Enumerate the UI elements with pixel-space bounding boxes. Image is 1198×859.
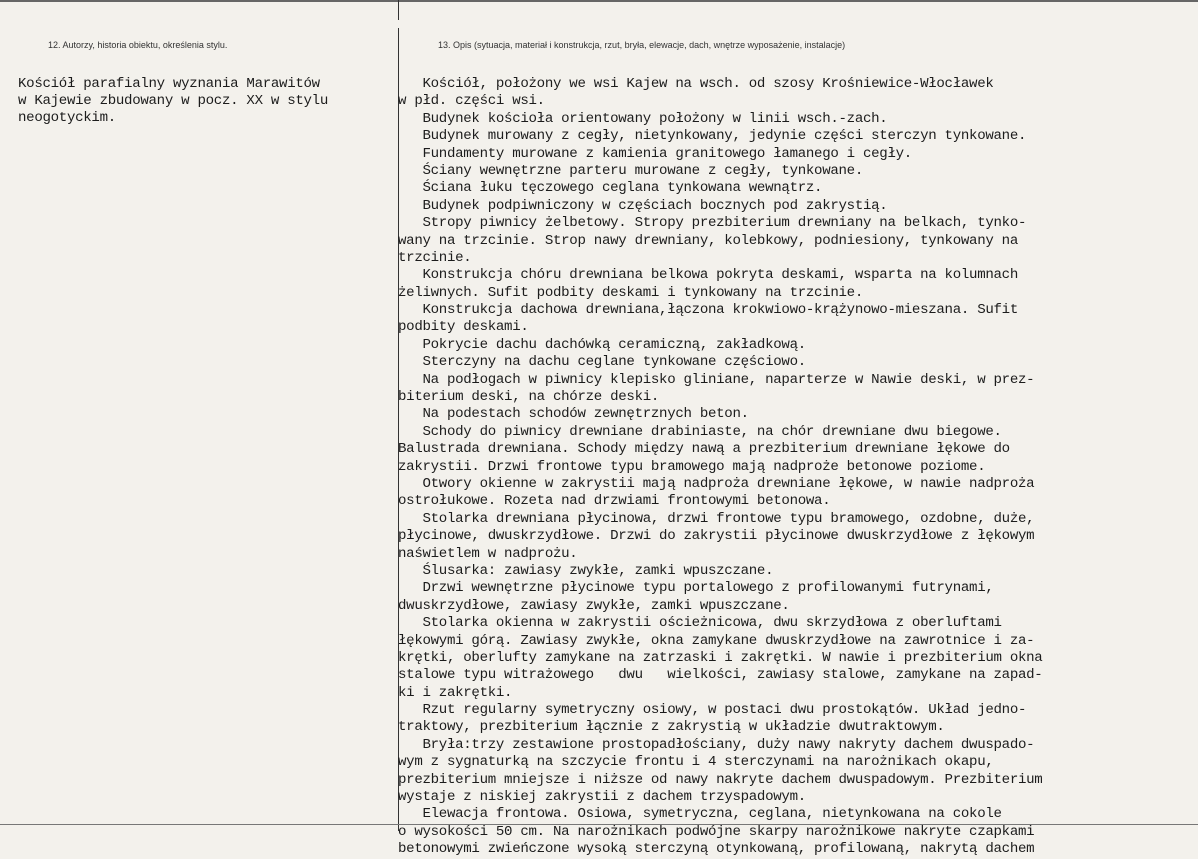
- description-line: Na podłogach w piwnicy klepisko gliniane, naparterze w Nawie deski, w prez-: [398, 371, 1035, 388]
- description-line: Konstrukcja chóru drewniana belkowa pokryta deskami, wsparta na kolumnach: [398, 267, 1018, 284]
- description-line: łękowymi górą. Zawiasy zwykłe, okna zamykane dwuskrzydłowe na zawrotnice i za-: [398, 632, 1035, 649]
- history-text: Kościół parafialny wyznania Marawitów w Kajewie zbudowany w pocz. XX w stylu neogotyckim.: [18, 76, 328, 127]
- description-text: [398, 76, 1198, 859]
- description-line: trzcinie.: [398, 249, 472, 266]
- section-13-header: 13. Opis (sytuacja, materiał i konstrukcja, rzut, bryła, elewacje, dach, wnętrze wyposażenie, instalacje): [438, 40, 846, 50]
- description-line: w płd. części wsi.: [398, 93, 545, 110]
- description-line: Budynek kościoła orientowany położony w linii wsch.-zach.: [398, 110, 888, 127]
- top-border: [0, 0, 1198, 2]
- description-line: Ściany wewnętrzne parteru murowane z cegły, tynkowane.: [398, 162, 863, 179]
- description-line: Fundamenty murowane z kamienia granitowego łamanego i cegły.: [398, 145, 912, 162]
- description-line: Stropy piwnicy żelbetowy. Stropy prezbiterium drewniany na belkach, tynko-: [398, 215, 1027, 232]
- description-line: wym z sygnaturką na szczycie frontu i 4 sterczynami na narożnikach okapu,: [398, 754, 994, 771]
- description-line: podbity deskami.: [398, 319, 529, 336]
- description-line: Stolarka drewniana płycinowa, drzwi frontowe typu bramowego, ozdobne, duże,: [398, 510, 1035, 527]
- description-line: ostrołukowe. Rozeta nad drzwiami frontowymi betonowa.: [398, 493, 831, 510]
- description-line: Ściana łuku tęczowego ceglana tynkowana wewnątrz.: [398, 180, 823, 197]
- description-line: Balustrada drewniana. Schody między nawą a prezbiterium drewniane łękowe do: [398, 441, 1010, 458]
- description-line: Ślusarka: zawiasy zwykłe, zamki wpuszczane.: [398, 562, 774, 579]
- description-line: Rzut regularny symetryczny osiowy, w postaci dwu prostokątów. Układ jedno-: [398, 702, 1027, 719]
- description-line: Elewacja frontowa. Osiowa, symetryczna, ceglana, nietynkowana na cokole: [398, 806, 1002, 823]
- description-line: Drzwi wewnętrzne płycinowe typu portalowego z profilowanymi futrynami,: [398, 580, 994, 597]
- section-12-header: 12. Autorzy, historia obiektu, określenia stylu.: [48, 40, 228, 50]
- description-line: Budynek podpiwniczony w częściach bocznych pod zakrystią.: [398, 197, 888, 214]
- description-line: żeliwnych. Sufit podbity deskami i tynkowany na trzcinie.: [398, 284, 863, 301]
- description-line: Konstrukcja dachowa drewniana,łączona krokwiowo-krążynowo-mieszana. Sufit: [398, 302, 1018, 319]
- description-line: Sterczyny na dachu ceglane tynkowane częściowo.: [398, 354, 806, 371]
- description-line: prezbiterium mniejsze i niższe od nawy nakryte dachem dwuspadowym. Prezbiterium: [398, 771, 1043, 788]
- description-line: Na podestach schodów zewnętrznych beton.: [398, 406, 749, 423]
- description-line: Budynek murowany z cegły, nietynkowany, jedynie części sterczyn tynkowane.: [398, 128, 1027, 145]
- description-line: wany na trzcinie. Strop nawy drewniany, kolebkowy, podniesiony, tynkowany na: [398, 232, 1018, 249]
- description-line: naświetlem w nadprożu.: [398, 545, 578, 562]
- description-line: Kościół, położony we wsi Kajew na wsch. od szosy Krośniewice-Włocławek: [398, 76, 994, 92]
- description-line: wystaje z niskiej zakrystii z dachem trzyspadowym.: [398, 789, 806, 806]
- description-line: płycinowe, dwuskrzydłowe. Drzwi do zakrystii płycinowe dwuskrzydłowe z łękowym: [398, 528, 1035, 545]
- column-divider-top: [398, 0, 399, 20]
- description-line: dwuskrzydłowe, zawiasy zwykłe, zamki wpuszczane.: [398, 597, 790, 614]
- description-line: biterium deski, na chórze deski.: [398, 389, 660, 406]
- description-line: krętki, oberlufty zamykane na zatrzaski i zakrętki. W nawie i prezbiterium okna: [398, 649, 1043, 666]
- description-line: traktowy, prezbiterium łącznie z zakrystią w układzie dwutraktowym.: [398, 719, 945, 736]
- description-line: Otwory okienne w zakrystii mają nadproża drewniane łękowe, w nawie nadproża: [398, 475, 1035, 492]
- description-line: ki i zakrętki.: [398, 684, 513, 701]
- description-line: Pokrycie dachu dachówką ceramiczną, zakładkową.: [398, 336, 806, 353]
- description-line: betonowymi zwieńczone wysoką sterczyną otynkowaną, profilowaną, nakrytą dachem: [398, 841, 1035, 858]
- description-line: Stolarka okienna w zakrystii ościeżnicowa, dwu skrzydłowa z oberluftami: [398, 615, 1002, 632]
- description-line: zakrystii. Drzwi frontowe typu bramowego mają nadproże betonowe poziome.: [398, 458, 986, 475]
- description-line: Schody do piwnicy drewniane drabiniaste, na chór drewniane dwu biegowe.: [398, 423, 1002, 440]
- description-line: o wysokości 50 cm. Na narożnikach podwójne skarpy narożnikowe nakryte czapkami: [398, 823, 1035, 840]
- description-line: Bryła:trzy zestawione prostopadłościany, duży nawy nakryty dachem dwuspado-: [398, 736, 1035, 753]
- description-line: stalowe typu witrażowego dwu wielkości, zawiasy stalowe, zamykane na zapad-: [398, 667, 1043, 684]
